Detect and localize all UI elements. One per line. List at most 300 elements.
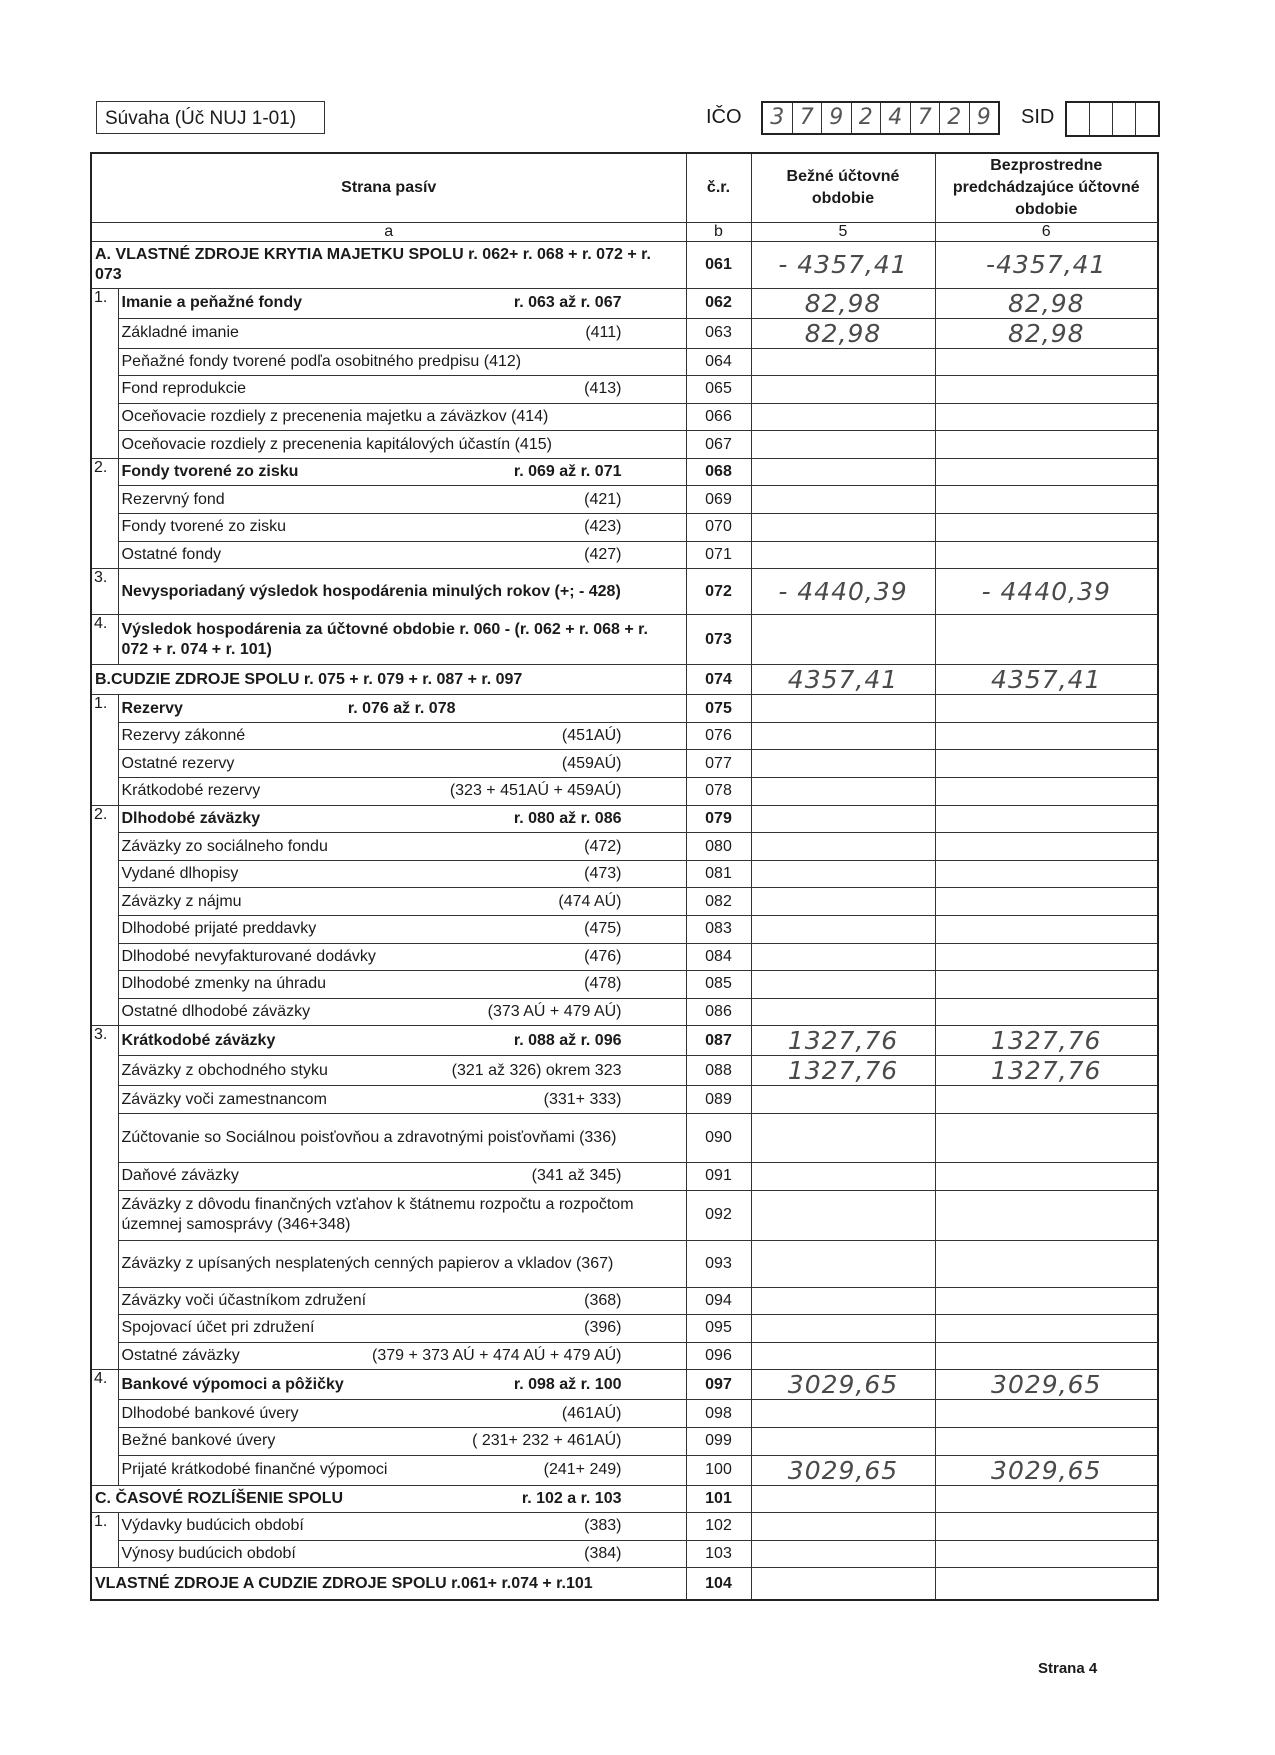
row-label: Peňažné fondy tvorené podľa osobitného predpisu (412)	[121, 352, 522, 370]
table-row	[91, 805, 1158, 833]
row-label-cell	[118, 722, 686, 750]
row-number: 102	[686, 1513, 751, 1541]
row-account-ref: r. 063 až r. 067	[513, 294, 622, 311]
ico-digit: 2	[852, 103, 882, 133]
row-number: 093	[686, 1240, 751, 1287]
current-period-value[interactable]	[751, 615, 935, 665]
current-period-value[interactable]	[751, 458, 935, 486]
form-title: Súvaha (Úč NUJ 1-01)	[96, 101, 325, 134]
current-period-value[interactable]: 82,98	[751, 288, 935, 318]
previous-period-value[interactable]	[935, 1162, 1158, 1190]
previous-period-value[interactable]: 3029,65	[935, 1455, 1158, 1485]
row-number: 092	[686, 1190, 751, 1240]
current-period-value[interactable]: 1327,76	[751, 1056, 935, 1086]
previous-period-value[interactable]	[935, 1540, 1158, 1568]
current-period-value[interactable]	[751, 403, 935, 431]
current-period-value[interactable]: 1327,76	[751, 1026, 935, 1056]
code-a: a	[91, 222, 686, 241]
row-number: 062	[686, 288, 751, 318]
row-label: Fondy tvorené zo zisku	[121, 463, 299, 481]
table-row	[91, 971, 1158, 999]
current-period-value[interactable]	[751, 722, 935, 750]
row-number: 075	[686, 695, 751, 723]
current-period-value[interactable]	[751, 750, 935, 778]
row-label-cell	[118, 860, 686, 888]
current-period-value[interactable]	[751, 971, 935, 999]
table-row	[91, 431, 1158, 459]
previous-period-value[interactable]	[935, 1113, 1158, 1162]
row-label: Prijaté krátkodobé finančné výpomoci	[121, 1461, 388, 1479]
row-label-cell	[118, 1056, 686, 1086]
previous-period-value[interactable]	[935, 458, 1158, 486]
row-label-cell	[118, 1540, 686, 1568]
row-label-cell	[118, 1190, 686, 1240]
row-account-ref: (373 AÚ + 479 AÚ)	[487, 1003, 622, 1021]
previous-period-value[interactable]: 1327,76	[935, 1026, 1158, 1056]
previous-period-value[interactable]	[935, 998, 1158, 1026]
row-group-number: 1.	[91, 695, 118, 805]
previous-period-value[interactable]	[935, 888, 1158, 916]
header-current-period: Bežné účtovné obdobie	[751, 153, 935, 222]
table-row	[91, 833, 1158, 861]
code-5: 5	[751, 222, 935, 241]
row-account-ref: (473)	[584, 865, 622, 883]
previous-period-value[interactable]	[935, 514, 1158, 542]
current-period-value[interactable]	[751, 1427, 935, 1455]
header-strana-pasiv: Strana pasív	[91, 153, 686, 222]
current-period-value[interactable]	[751, 1240, 935, 1287]
row-number: 070	[686, 514, 751, 542]
previous-period-value[interactable]	[935, 1427, 1158, 1455]
row-number: 071	[686, 541, 751, 569]
row-number: 085	[686, 971, 751, 999]
table-row	[91, 1240, 1158, 1287]
row-number: 088	[686, 1056, 751, 1086]
row-label-cell	[118, 403, 686, 431]
previous-period-value[interactable]	[935, 541, 1158, 569]
row-label-cell	[118, 318, 686, 348]
row-label-cell	[118, 1455, 686, 1485]
table-row	[91, 486, 1158, 514]
ico-label: IČO	[706, 106, 742, 128]
row-label: Dlhodobé prijaté preddavky	[121, 920, 317, 938]
sid-digit	[1136, 103, 1158, 135]
table-row	[91, 1540, 1158, 1568]
current-period-value[interactable]: - 4357,41	[751, 241, 935, 288]
row-label-cell	[118, 458, 686, 486]
row-label-cell	[118, 888, 686, 916]
row-label: Nevysporiadaný výsledok hospodárenia minulých rokov (+; - 428)	[121, 582, 621, 600]
row-account-ref: r. 076 až r. 078	[347, 699, 456, 717]
header-cr: č.r.	[686, 153, 751, 222]
row-account-ref: r. 098 až r. 100	[513, 1375, 622, 1393]
table-row	[91, 722, 1158, 750]
row-number: 103	[686, 1540, 751, 1568]
current-period-value[interactable]	[751, 1540, 935, 1568]
previous-period-value[interactable]	[935, 1190, 1158, 1240]
current-period-value[interactable]	[751, 998, 935, 1026]
row-label: Krátkodobé záväzky	[121, 1031, 276, 1049]
previous-period-value[interactable]	[935, 1568, 1158, 1600]
row-label-cell	[118, 486, 686, 514]
row-account-ref: r. 069 až r. 071	[513, 463, 622, 481]
row-group-number: 4.	[91, 615, 118, 665]
table-row	[91, 943, 1158, 971]
row-label: Rezervy	[121, 699, 183, 717]
previous-period-value[interactable]	[935, 750, 1158, 778]
row-number: 077	[686, 750, 751, 778]
table-row	[91, 916, 1158, 944]
row-label: Oceňovacie rozdiely z precenenia kapitálových účastín (415)	[121, 435, 552, 453]
row-number: 080	[686, 833, 751, 861]
ico-digit: 7	[911, 103, 941, 133]
row-account-ref: r. 080 až r. 086	[513, 809, 622, 827]
row-account-ref: (368)	[584, 1291, 622, 1309]
row-label-cell	[118, 1315, 686, 1343]
current-period-value[interactable]	[751, 916, 935, 944]
ico-digit: 2	[940, 103, 970, 133]
sid-label: SID	[1021, 106, 1055, 128]
current-period-value[interactable]	[751, 833, 935, 861]
row-label-cell	[118, 805, 686, 833]
row-label-cell	[118, 943, 686, 971]
row-number: 079	[686, 805, 751, 833]
row-label: Vydané dlhopisy	[121, 865, 239, 883]
table-row	[91, 1513, 1158, 1541]
sid-digit	[1067, 103, 1090, 135]
ico-field	[761, 101, 1000, 135]
row-label-cell	[91, 1485, 686, 1513]
row-label: Záväzky z dôvodu finančných vzťahov k štátnemu rozpočtu a rozpočtom územnej samosprávy (346+348)	[121, 1196, 634, 1234]
current-period-value[interactable]: 3029,65	[751, 1370, 935, 1400]
current-period-value[interactable]	[751, 1287, 935, 1315]
row-label: Fondy tvorené zo zisku	[121, 518, 287, 536]
row-group-number: 3.	[91, 569, 118, 615]
current-period-value[interactable]	[751, 1162, 935, 1190]
code-b: b	[686, 222, 751, 241]
row-account-ref: (461AÚ)	[561, 1404, 622, 1422]
row-label: Výsledok hospodárenia za účtovné obdobie r. 060 - (r. 062 + r. 068 + r. 072 + r. 074 + r. 101)	[121, 620, 648, 658]
row-label-cell	[118, 615, 686, 665]
current-period-value[interactable]	[751, 1400, 935, 1428]
row-label: Imanie a peňažné fondy	[121, 294, 302, 311]
row-label-cell	[91, 241, 686, 288]
row-number: 061	[686, 241, 751, 288]
table-row	[91, 514, 1158, 542]
row-label: Ostatné dlhodobé záväzky	[121, 1003, 311, 1021]
previous-period-value[interactable]: - 4440,39	[935, 569, 1158, 615]
row-label: Záväzky voči účastníkom združení	[121, 1291, 367, 1309]
sid-field	[1065, 101, 1160, 137]
row-account-ref: (475)	[584, 920, 622, 938]
row-label: Záväzky z obchodného styku	[121, 1061, 328, 1079]
row-label-cell	[118, 998, 686, 1026]
row-number: 078	[686, 778, 751, 806]
row-label-cell	[118, 1400, 686, 1428]
row-account-ref: r. 088 až r. 096	[513, 1031, 622, 1049]
row-number: 083	[686, 916, 751, 944]
current-period-value[interactable]	[751, 1086, 935, 1114]
previous-period-value[interactable]: 82,98	[935, 288, 1158, 318]
current-period-value[interactable]	[751, 778, 935, 806]
previous-period-value[interactable]	[935, 1342, 1158, 1370]
current-period-value[interactable]	[751, 695, 935, 723]
row-number: 097	[686, 1370, 751, 1400]
previous-period-value[interactable]	[935, 486, 1158, 514]
row-number: 073	[686, 615, 751, 665]
row-label-cell	[118, 971, 686, 999]
row-account-ref: (459AÚ)	[561, 754, 622, 772]
current-period-value[interactable]	[751, 348, 935, 376]
previous-period-value[interactable]	[935, 615, 1158, 665]
current-period-value[interactable]	[751, 1485, 935, 1513]
row-account-ref: (476)	[584, 947, 622, 965]
previous-period-value[interactable]	[935, 722, 1158, 750]
table-row	[91, 403, 1158, 431]
previous-period-value[interactable]	[935, 1240, 1158, 1287]
row-number: 065	[686, 376, 751, 404]
row-account-ref: (341 až 345)	[531, 1167, 622, 1185]
previous-period-value[interactable]	[935, 1400, 1158, 1428]
previous-period-value[interactable]	[935, 403, 1158, 431]
row-label-cell	[118, 695, 686, 723]
previous-period-value[interactable]	[935, 1315, 1158, 1343]
row-label-cell	[118, 1026, 686, 1056]
row-number: 094	[686, 1287, 751, 1315]
row-label-cell	[118, 1287, 686, 1315]
row-number: 066	[686, 403, 751, 431]
row-label: Oceňovacie rozdiely z precenenia majetku a záväzkov (414)	[121, 407, 549, 425]
table-row	[91, 695, 1158, 723]
row-label-cell	[91, 1568, 686, 1600]
previous-period-value[interactable]	[935, 348, 1158, 376]
previous-period-value[interactable]: 1327,76	[935, 1056, 1158, 1086]
row-account-ref: r. 102 a r. 103	[521, 1489, 622, 1507]
current-period-value[interactable]	[751, 1342, 935, 1370]
row-label: VLASTNÉ ZDROJE A CUDZIE ZDROJE SPOLU r.061+ r.074 + r.101	[95, 1574, 593, 1592]
previous-period-value[interactable]	[935, 778, 1158, 806]
ico-digit: 9	[976, 105, 991, 130]
table-row	[91, 541, 1158, 569]
row-label-cell	[118, 833, 686, 861]
table-row	[91, 1400, 1158, 1428]
ico-digit: 3	[763, 103, 793, 133]
previous-period-value[interactable]	[935, 1513, 1158, 1541]
current-period-value[interactable]: 4357,41	[751, 665, 935, 695]
table-row	[91, 998, 1158, 1026]
previous-period-value[interactable]	[935, 1287, 1158, 1315]
row-label: Krátkodobé rezervy	[121, 782, 261, 800]
previous-period-value[interactable]	[935, 943, 1158, 971]
previous-period-value[interactable]: -4357,41	[935, 241, 1158, 288]
row-number: 098	[686, 1400, 751, 1428]
current-period-value[interactable]	[751, 514, 935, 542]
current-period-value[interactable]	[751, 486, 935, 514]
table-row	[91, 615, 1158, 665]
ico-digit: 4	[881, 103, 911, 133]
row-number: 099	[686, 1427, 751, 1455]
row-account-ref: ( 231+ 232 + 461AÚ)	[472, 1432, 622, 1450]
row-account-ref: (421)	[584, 490, 622, 508]
row-label: Záväzky z upísaných nesplatených cenných papierov a vkladov (367)	[121, 1254, 614, 1272]
row-label-cell	[118, 1513, 686, 1541]
current-period-value[interactable]	[751, 860, 935, 888]
section-row	[91, 665, 1158, 695]
table-row	[91, 1190, 1158, 1240]
row-number: 072	[686, 569, 751, 615]
row-number: 087	[686, 1026, 751, 1056]
row-label: Výdavky budúcich období	[121, 1517, 304, 1535]
table-row	[91, 888, 1158, 916]
row-label-cell	[118, 778, 686, 806]
row-label-cell	[118, 1427, 686, 1455]
row-account-ref: (323 + 451AÚ + 459AÚ)	[449, 782, 622, 800]
current-period-value[interactable]	[751, 1568, 935, 1600]
row-label-cell	[118, 750, 686, 778]
row-label: C. ČASOVÉ ROZLÍŠENIE SPOLU	[95, 1489, 344, 1507]
previous-period-value[interactable]: 3029,65	[935, 1370, 1158, 1400]
row-number: 096	[686, 1342, 751, 1370]
current-period-value[interactable]	[751, 1190, 935, 1240]
table-row	[91, 348, 1158, 376]
table-row	[91, 1056, 1158, 1086]
row-label: Záväzky z nájmu	[121, 892, 242, 910]
table-row	[91, 1026, 1158, 1056]
row-label: A. VLASTNÉ ZDROJE KRYTIA MAJETKU SPOLU r. 062+ r. 068 + r. 072 + r. 073	[95, 245, 651, 283]
row-number: 074	[686, 665, 751, 695]
code-6: 6	[935, 222, 1158, 241]
row-label-cell	[118, 1240, 686, 1287]
row-number: 091	[686, 1162, 751, 1190]
table-row	[91, 1455, 1158, 1485]
row-label: Rezervy zákonné	[121, 727, 246, 745]
row-account-ref: (413)	[584, 380, 622, 398]
row-number: 063	[686, 318, 751, 348]
row-label: Spojovací účet pri združení	[121, 1319, 315, 1337]
row-label-cell	[118, 1342, 686, 1370]
row-number: 101	[686, 1485, 751, 1513]
row-number: 068	[686, 458, 751, 486]
balance-sheet-liabilities-table	[90, 152, 1159, 1601]
row-account-ref: (321 až 326) okrem 323	[451, 1061, 622, 1079]
current-period-value[interactable]: - 4440,39	[751, 569, 935, 615]
row-label: Rezervný fond	[121, 490, 225, 508]
table-row	[91, 1315, 1158, 1343]
row-label: Ostatné fondy	[121, 545, 222, 563]
previous-period-value[interactable]	[935, 971, 1158, 999]
previous-period-value[interactable]	[935, 376, 1158, 404]
table-row	[91, 1427, 1158, 1455]
row-label: B.CUDZIE ZDROJE SPOLU r. 075 + r. 079 + r. 087 + r. 097	[95, 670, 523, 688]
current-period-value[interactable]	[751, 431, 935, 459]
row-label-cell	[118, 1162, 686, 1190]
previous-period-value[interactable]	[935, 916, 1158, 944]
previous-period-value[interactable]	[935, 860, 1158, 888]
table-row	[91, 1086, 1158, 1114]
row-account-ref: (411)	[585, 324, 622, 341]
previous-period-value[interactable]	[935, 1086, 1158, 1114]
row-label: Záväzky zo sociálneho fondu	[121, 837, 328, 855]
previous-period-value[interactable]	[935, 431, 1158, 459]
row-label: Ostatné záväzky	[121, 1347, 240, 1365]
previous-period-value[interactable]: 82,98	[935, 318, 1158, 348]
row-account-ref: (383)	[584, 1517, 622, 1535]
current-period-value[interactable]: 82,98	[751, 318, 935, 348]
row-label: Výnosy budúcich období	[121, 1545, 296, 1563]
previous-period-value[interactable]	[935, 833, 1158, 861]
table-row	[91, 860, 1158, 888]
row-group-number: 2.	[91, 458, 118, 568]
table-row	[91, 458, 1158, 486]
table-row	[91, 288, 1158, 318]
table-row	[91, 1370, 1158, 1400]
row-number: 089	[686, 1086, 751, 1114]
section-row	[91, 1485, 1158, 1513]
current-period-value[interactable]	[751, 541, 935, 569]
row-account-ref: (379 + 373 AÚ + 474 AÚ + 479 AÚ)	[371, 1347, 622, 1365]
row-number: 067	[686, 431, 751, 459]
row-account-ref: (451AÚ)	[561, 727, 622, 745]
row-label-cell	[118, 288, 686, 318]
row-account-ref: (384)	[584, 1545, 622, 1563]
row-number: 076	[686, 722, 751, 750]
row-label: Záväzky voči zamestnancom	[121, 1090, 327, 1108]
page-number: Strana 4	[1038, 1660, 1098, 1677]
current-period-value[interactable]	[751, 1315, 935, 1343]
row-account-ref: (241+ 249)	[543, 1461, 622, 1479]
table-row	[91, 569, 1158, 615]
previous-period-value[interactable]	[935, 1485, 1158, 1513]
row-label: Základné imanie	[121, 324, 239, 341]
row-account-ref: (423)	[584, 518, 622, 536]
current-period-value[interactable]	[751, 1113, 935, 1162]
row-label: Ostatné rezervy	[121, 754, 235, 772]
row-label-cell	[118, 1370, 686, 1400]
row-account-ref: (331+ 333)	[543, 1090, 622, 1108]
current-period-value[interactable]: 3029,65	[751, 1455, 935, 1485]
table-row	[91, 376, 1158, 404]
current-period-value[interactable]	[751, 943, 935, 971]
current-period-value[interactable]	[751, 888, 935, 916]
row-number: 090	[686, 1113, 751, 1162]
table-row	[91, 750, 1158, 778]
row-number: 081	[686, 860, 751, 888]
current-period-value[interactable]	[751, 805, 935, 833]
current-period-value[interactable]	[751, 376, 935, 404]
table-row	[91, 1162, 1158, 1190]
previous-period-value[interactable]	[935, 805, 1158, 833]
table-row	[91, 1287, 1158, 1315]
header-previous-period: Bezprostredne predchádzajúce účtovné obdobie	[935, 153, 1158, 222]
section-row	[91, 1568, 1158, 1600]
row-label-cell	[118, 376, 686, 404]
table-row	[91, 1342, 1158, 1370]
row-label-cell	[118, 431, 686, 459]
section-row	[91, 241, 1158, 288]
previous-period-value[interactable]	[935, 695, 1158, 723]
row-label-cell	[118, 514, 686, 542]
previous-period-value[interactable]: 4357,41	[935, 665, 1158, 695]
row-label: Dlhodobé zmenky na úhradu	[121, 975, 327, 993]
current-period-value[interactable]	[751, 1513, 935, 1541]
row-label-cell	[118, 348, 686, 376]
sid-digit	[1113, 103, 1136, 135]
row-group-number: 4.	[91, 1370, 118, 1485]
table-row	[91, 1113, 1158, 1162]
row-label: Dlhodobé bankové úvery	[121, 1404, 299, 1422]
sid-digit	[1090, 103, 1113, 135]
row-label-cell	[118, 1113, 686, 1162]
